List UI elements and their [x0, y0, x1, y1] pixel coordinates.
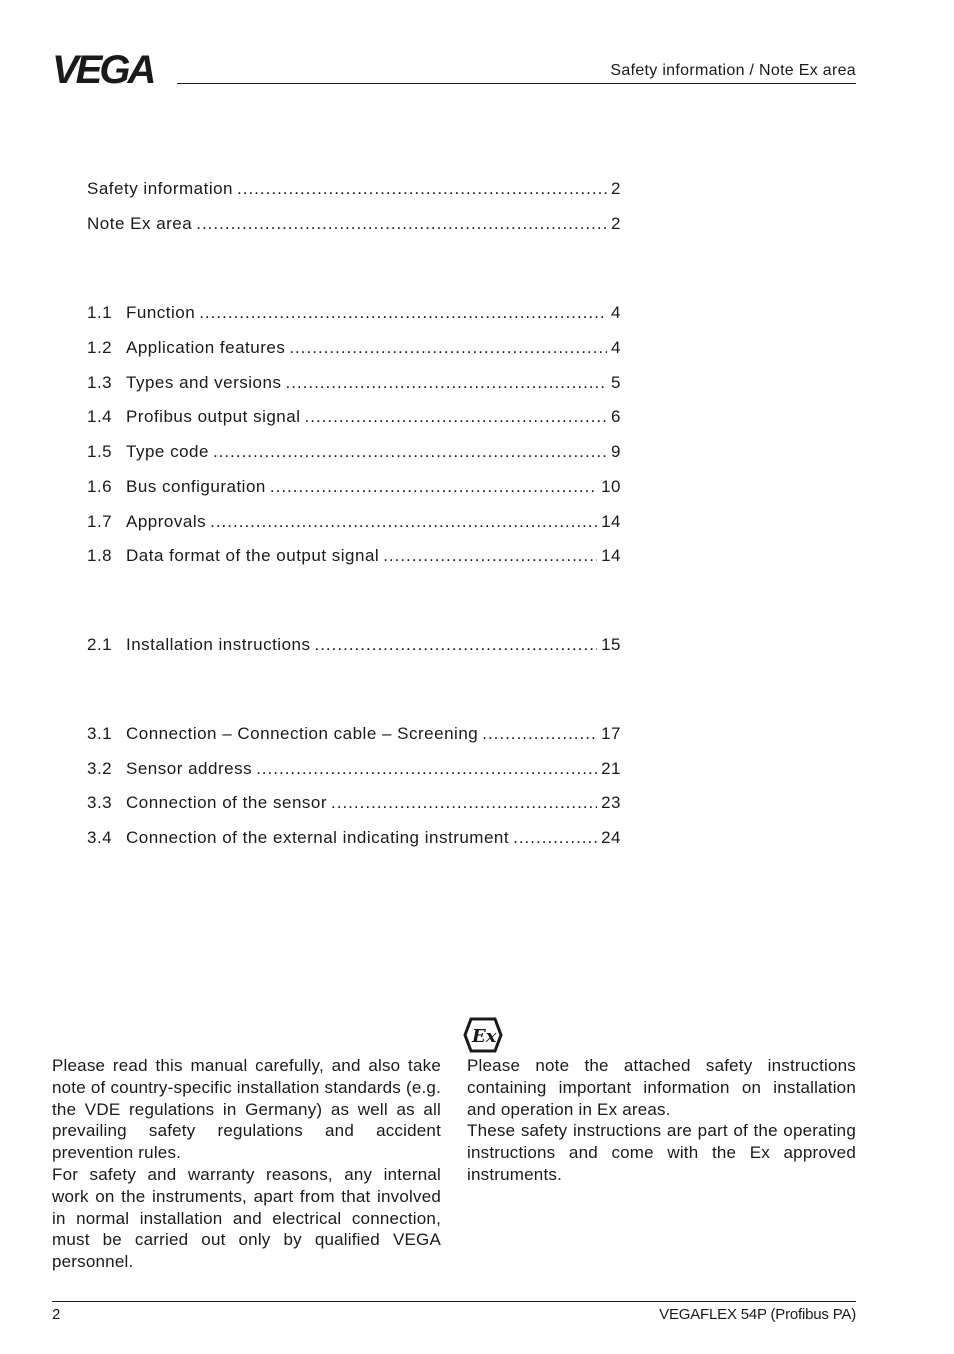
safety-paragraph: For safety and warranty reasons, any internal work on the instruments, apart from that involved in normal installation and electrical connection, must be carried out only by qualified VEGA personnel.: [52, 1164, 441, 1272]
toc-number: 3.2: [87, 759, 113, 778]
toc-entry: [87, 338, 621, 360]
toc-leader: [383, 546, 597, 566]
toc-leader: [331, 793, 597, 813]
toc-leader: [513, 828, 597, 848]
toc-title: Data format of the output signal: [126, 546, 380, 565]
toc-number: 3.1: [87, 724, 113, 743]
toc-leader: [285, 373, 607, 393]
toc-number: 1.3: [87, 373, 113, 392]
toc-leader: [289, 338, 607, 358]
toc-page: 14: [601, 546, 621, 565]
ex-note-paragraph: Please note the attached safety instructions containing important information on installation and operation in Ex areas.: [467, 1056, 856, 1119]
toc-entry: [87, 407, 621, 429]
toc-entry: [87, 759, 621, 781]
toc-entry: [87, 793, 621, 815]
toc-entry: [87, 442, 621, 464]
toc-number: 1.5: [87, 442, 113, 461]
toc-entry: [87, 179, 621, 201]
toc-leader: [305, 407, 608, 427]
toc-page: 10: [601, 477, 621, 496]
toc-leader: [237, 179, 607, 199]
toc-entry: [87, 546, 621, 568]
ex-mark-icon: [463, 1017, 503, 1053]
toc-page: 21: [601, 759, 621, 778]
header-rule: [177, 83, 856, 84]
toc-entry: [87, 828, 621, 850]
toc-leader: [314, 635, 597, 655]
footer-page-number: 2: [52, 1306, 61, 1323]
vega-logo: [52, 52, 168, 86]
toc-title: Approvals: [126, 512, 207, 531]
toc-title: Connection – Connection cable – Screening: [126, 724, 479, 743]
toc-page: 6: [611, 407, 621, 426]
toc-entry: [87, 477, 621, 499]
toc-entry: [87, 303, 621, 325]
toc-leader: [213, 442, 607, 462]
toc-leader: [210, 512, 597, 532]
safety-paragraph: Please read this manual carefully, and also take note of country-specific installation standards (e.g. the VDE regulations in Germany) as well as all prevailing safety regulations and accident prevention rules.: [52, 1056, 441, 1163]
toc-page: 23: [601, 793, 621, 812]
toc-number: 3.3: [87, 793, 113, 812]
toc-leader: [196, 214, 607, 234]
toc-page: 24: [601, 828, 621, 847]
toc-title: Sensor address: [126, 759, 253, 778]
toc-title: Type code: [126, 442, 209, 461]
toc-page: 5: [611, 373, 621, 392]
toc-leader: [270, 477, 597, 497]
toc-entry: [87, 512, 621, 534]
page-header-title: Safety information / Note Ex area: [610, 62, 856, 79]
toc-title: Installation instructions: [126, 635, 311, 654]
toc-page: 2: [611, 179, 621, 198]
footer-rule: [52, 1301, 856, 1302]
toc-page: 9: [611, 442, 621, 461]
toc-page: 14: [601, 512, 621, 531]
toc-entry: [87, 635, 621, 657]
toc-title: Safety information: [87, 179, 234, 198]
toc-page: 4: [611, 303, 621, 322]
svg-text:Ex: Ex: [472, 1026, 497, 1047]
toc-number: 3.4: [87, 828, 113, 847]
toc-number: 1.7: [87, 512, 113, 531]
toc-leader: [256, 759, 597, 779]
toc-number: 1.4: [87, 407, 113, 426]
toc-title: Note Ex area: [87, 214, 193, 233]
toc-leader: [482, 724, 597, 744]
toc-number: 2.1: [87, 635, 113, 654]
toc-title: Profibus output signal: [126, 407, 301, 426]
toc-leader: [199, 303, 607, 323]
toc-number: 1.2: [87, 338, 113, 357]
toc-page: 4: [611, 338, 621, 357]
toc-entry: [87, 214, 621, 236]
toc-entry: [87, 373, 621, 395]
toc-page: 17: [601, 724, 621, 743]
toc-number: 1.8: [87, 546, 113, 565]
ex-note-paragraph: These safety instructions are part of the operating instructions and come with the Ex approved instruments.: [467, 1121, 856, 1184]
ex-area-note-text: [467, 1055, 856, 1186]
toc-page: 2: [611, 214, 621, 233]
logo-text: VEGA: [52, 52, 154, 86]
toc-page: 15: [601, 635, 621, 654]
toc-title: Connection of the external indicating instrument: [126, 828, 510, 847]
toc-title: Function: [126, 303, 196, 322]
toc-title: Types and versions: [126, 373, 282, 392]
safety-information-text: [52, 1055, 441, 1273]
toc-number: 1.6: [87, 477, 113, 496]
toc-title: Application features: [126, 338, 286, 357]
footer-product-name: VEGAFLEX 54P (Profibus PA): [659, 1306, 856, 1323]
toc-title: Bus configuration: [126, 477, 266, 496]
toc-title: Connection of the sensor: [126, 793, 328, 812]
toc-number: 1.1: [87, 303, 113, 322]
toc-entry: [87, 724, 621, 746]
